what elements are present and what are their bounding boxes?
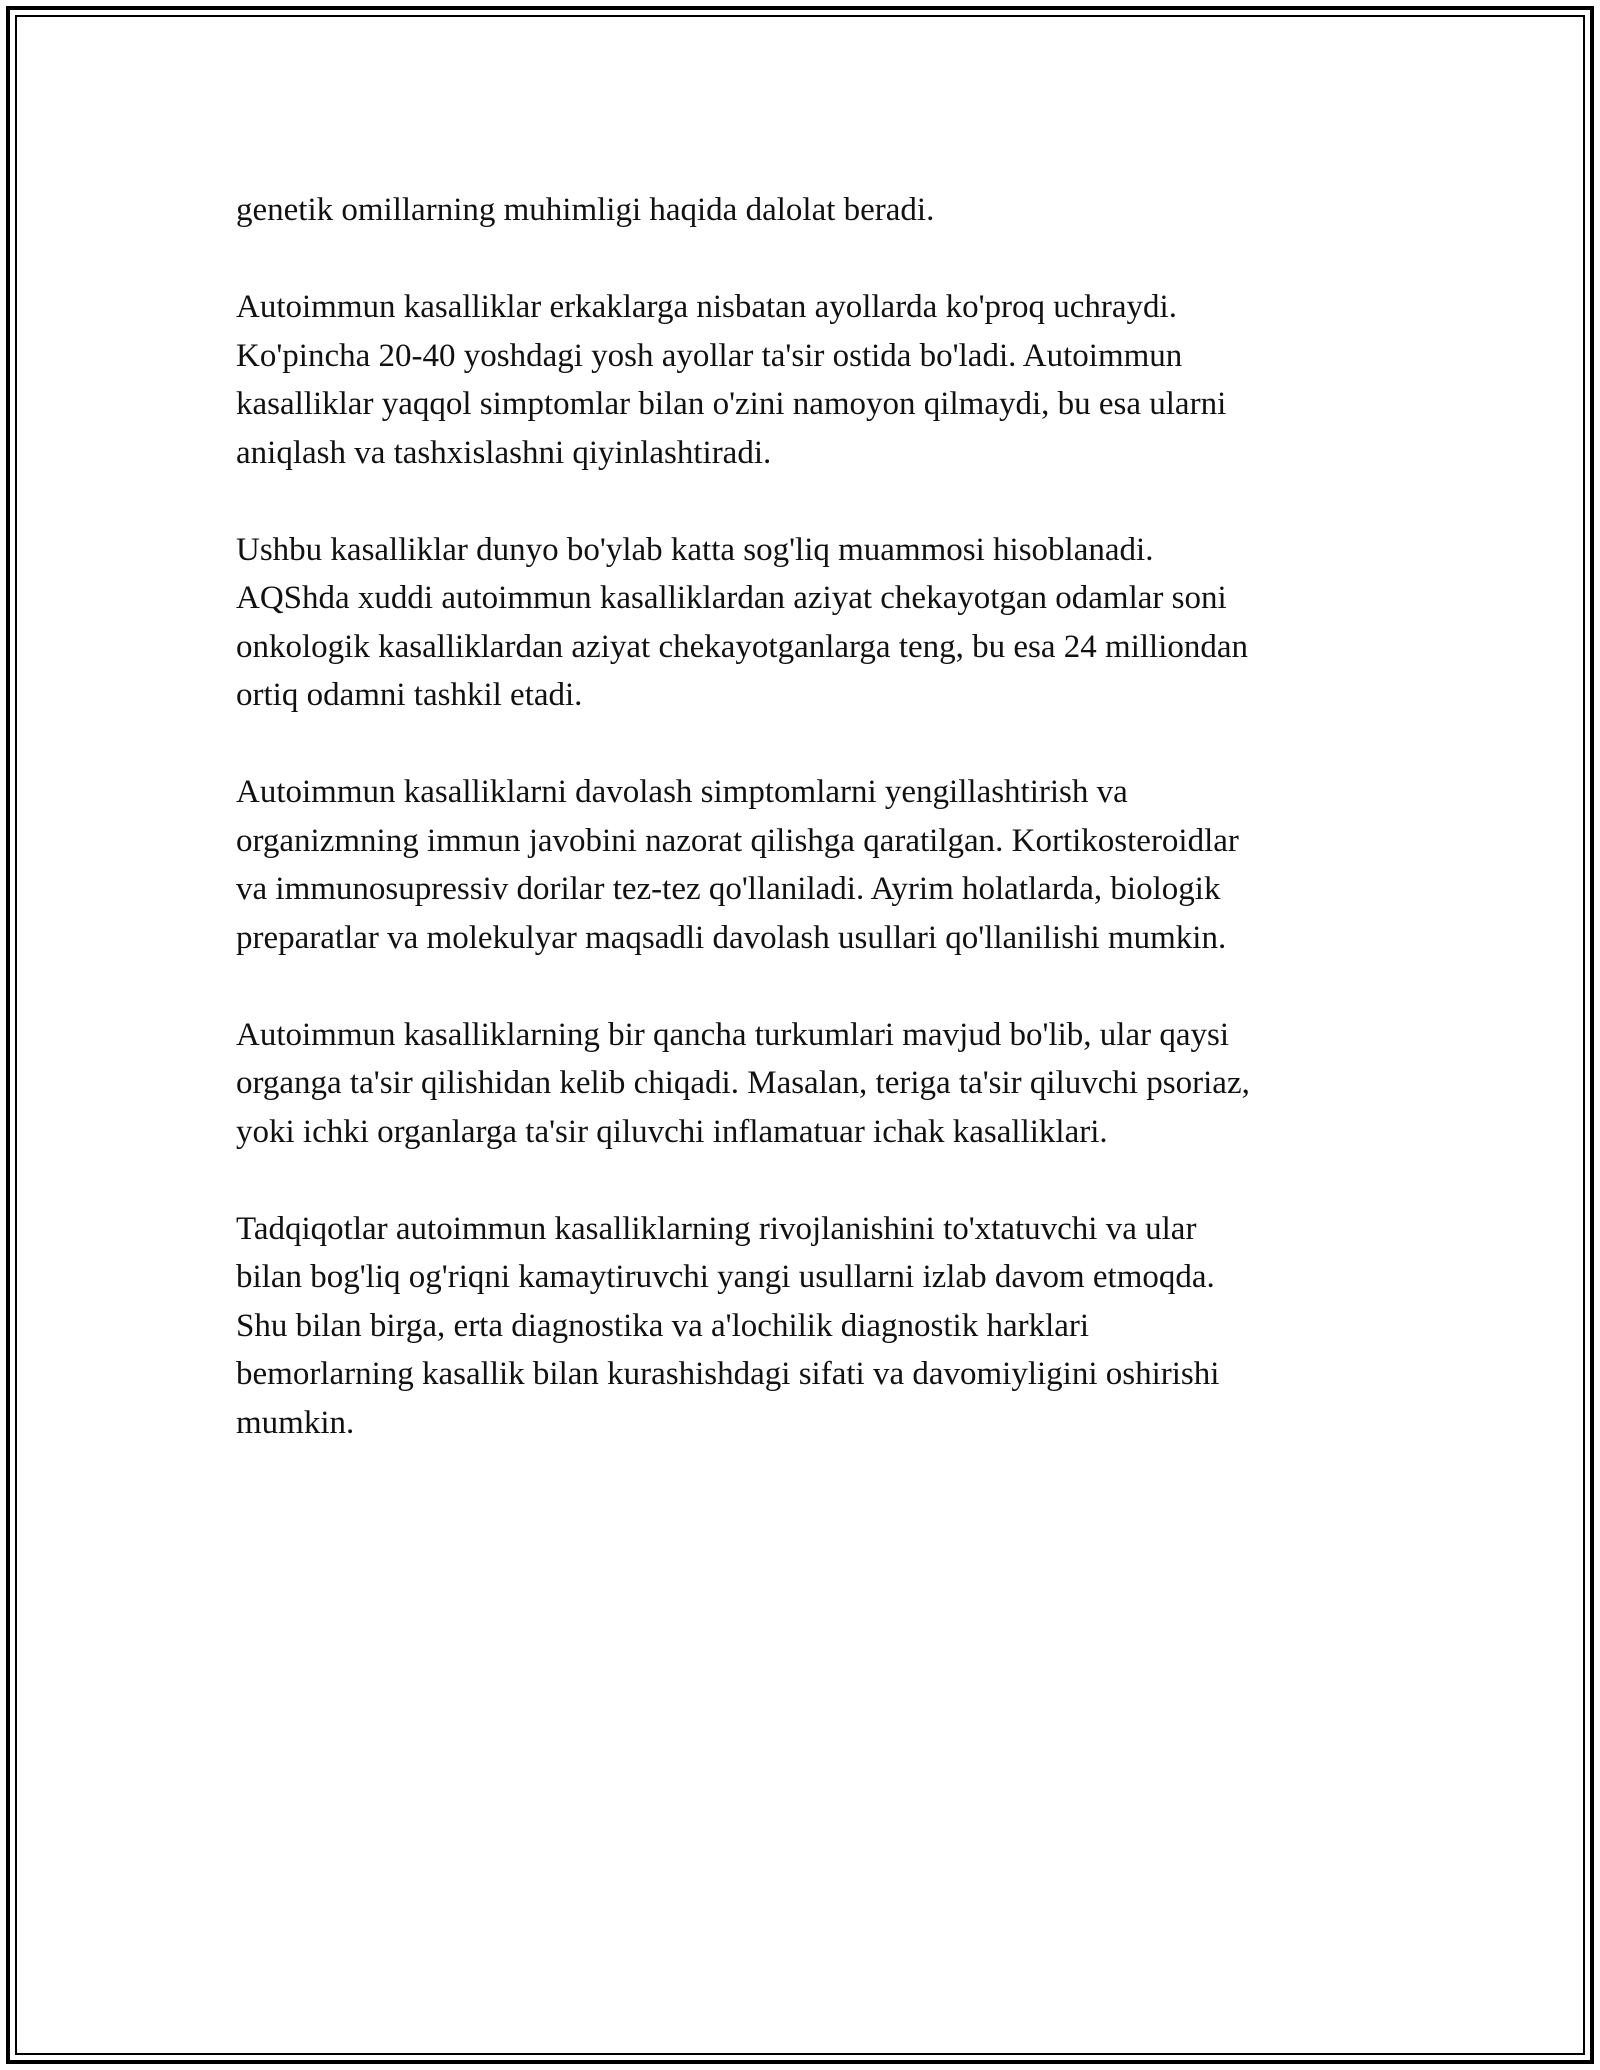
document-body xyxy=(236,186,1386,1496)
paragraph-prevalence-women: Autoimmun kasalliklar erkaklarga nisbatan ayollarda ko'proq uchraydi. Ko'pincha 20-40 yoshdagi yosh ayollar ta'sir ostida bo'ladi. Autoimmun kasalliklar yaqqol simptomlar bilan o'zini namoyon qilmaydi, bu esa ularni aniqlash va tashxislashni qiyinlashtiradi. xyxy=(236,289,1227,471)
paragraph-treatment: Autoimmun kasalliklarni davolash simptomlarni yengillashtirish va organizmning immun javobini nazorat qilishga qaratilgan. Kortikosteroidlar va immunosupressiv dorilar tez-tez qo'llaniladi. Ayrim holatlarda, biologik preparatlar va molekulyar maqsadli davolash usullari qo'llanilishi mumkin. xyxy=(236,774,1239,956)
paragraph-genetic-factors: genetik omillarning muhimligi haqida dalolat beradi. xyxy=(236,192,935,228)
paragraph-global-health-problem: Ushbu kasalliklar dunyo bo'ylab katta sog'liq muammosi hisoblanadi. AQShda xuddi autoimmun kasalliklardan aziyat chekayotgan odamlar soni onkologik kasalliklardan aziyat chekayotganlarga teng, bu esa 24 milliondan ortiq odamni tashkil etadi. xyxy=(236,531,1249,713)
paragraph-categories: Autoimmun kasalliklarning bir qancha turkumlari mavjud bo'lib, ular qaysi organga ta'sir qilishidan kelib chiqadi. Masalan, teriga ta'sir qiluvchi psoriaz, yoki ichki organlarga ta'sir qiluvchi inflamatuar ichak kasalliklari. xyxy=(236,1016,1250,1150)
paragraph-research: Tadqiqotlar autoimmun kasalliklarning rivojlanishini to'xtatuvchi va ular bilan bog'liq og'riqni kamaytiruvchi yangi usullarni izlab davom etmoqda. Shu bilan birga, erta diagnostika va a'lochilik diagnostik harklari bemorlarning kasallik bilan kurashishdagi sifati va davomiyligini oshirishi mumkin. xyxy=(236,1210,1220,1441)
